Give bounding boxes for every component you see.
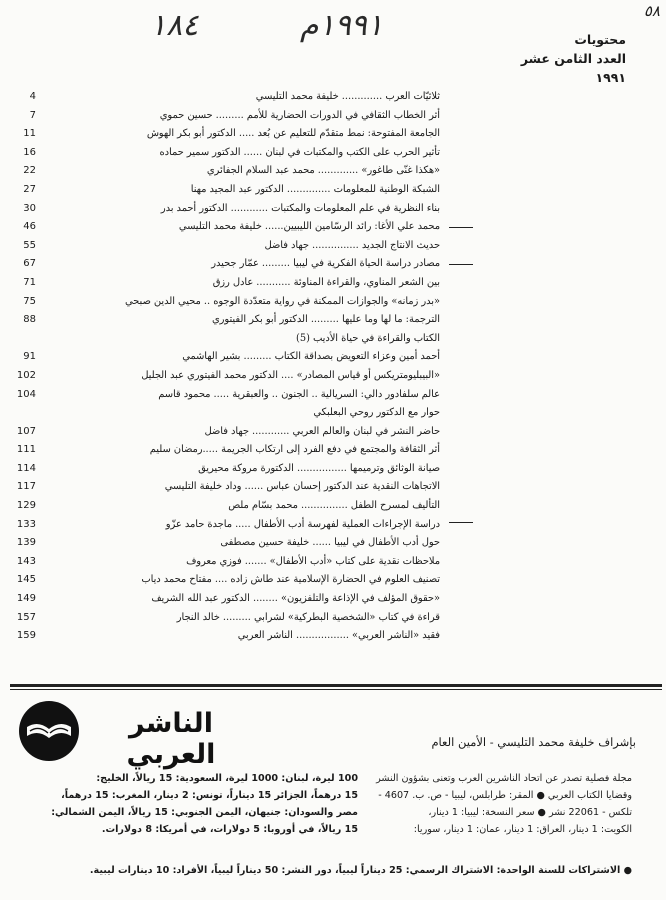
toc-title-author: بين الشعر المناوي، والقراءة المناوئة ........... عادل رزق [212, 276, 440, 288]
toc-title-author: الكتاب والقراءة في حياة الأديب (5) [296, 332, 440, 344]
toc-entry [0, 330, 440, 349]
table-of-contents [0, 88, 440, 646]
toc-page-number: 104 [16, 388, 36, 400]
toc-entry [0, 478, 440, 497]
toc-entry [0, 125, 440, 144]
corner-page-number: ٥٨ [643, 2, 660, 20]
toc-page-number: 67 [23, 258, 36, 270]
toc-page-number: 11 [23, 128, 36, 140]
toc-title-author: دراسة الإجراءات العملية لفهرسة أدب الأطفال ..... ماجدة حامد عزّو [165, 518, 440, 530]
toc-page-number: 133 [16, 518, 36, 530]
margin-tick [449, 522, 473, 523]
toc-entry [0, 367, 440, 386]
toc-page-number: 16 [23, 146, 36, 158]
toc-entry [0, 460, 440, 479]
toc-entry [0, 553, 440, 572]
margin-tick [449, 264, 473, 265]
toc-page-number: 22 [23, 165, 36, 177]
toc-entry [0, 423, 440, 442]
top-rule [10, 684, 662, 687]
toc-title-author: أثر الخطاب الثقافي في الدورات الحضارية للأمم ......... حسين حموي [159, 109, 440, 121]
toc-page-number: 91 [23, 351, 36, 363]
toc-page-number: 30 [23, 202, 36, 214]
toc-page-number: 88 [23, 314, 36, 326]
issue-number: العدد الثامن عشر [520, 51, 626, 66]
toc-page-number: 4 [29, 91, 36, 102]
toc-title-author: تصنيف العلوم في الحضارة الإسلامية عند طاش زاده .... مفتاح محمد دياب [141, 574, 440, 586]
publication-info [352, 770, 632, 838]
toc-page-number: 46 [23, 221, 36, 233]
toc-title-author: الاتجاهات النقدية عند الدكتور إحسان عباس ...... وداد خليفة التليسي [164, 481, 440, 493]
toc-title-author: أحمد أمين وعزاء التعويض بصداقة الكتاب ......... بشير الهاشمي [182, 351, 440, 363]
toc-entry [0, 218, 440, 237]
subscription-info: ● الاشتراكات للسنة الواحدة: الاشتراك الرسمي: 25 ديناراً ليبياً، دور النشر: 50 ديناراً ليبياً، الأفراد: 10 دينارات ليبية. [89, 865, 632, 876]
price-line: 100 ليرة، لبنان: 1000 ليرة، السعودية: 15 ريالاً، الخليج: [96, 773, 358, 784]
price-info [28, 770, 358, 838]
toc-page-number: 27 [23, 183, 36, 195]
toc-title-author: الجامعة المفتوحة: نمط متقدّم للتعليم عن بُعد ..... الدكتور أبو بكر الهوش [146, 128, 440, 140]
toc-title-author: أثر الثقافة والمجتمع في دفع الفرد إلى ارتكاب الجريمة .....رمضان سليم [149, 444, 440, 456]
toc-entry [0, 162, 440, 181]
toc-entry [0, 274, 440, 293]
contents-title: محتويات [574, 32, 626, 47]
brand-name: الناشر العربي [126, 708, 216, 770]
toc-entry [0, 534, 440, 553]
info-line: وقضايا الكتاب العربي ● المقر: طرابلس، ليبيا - ص. ب. 4607 - [378, 790, 632, 801]
toc-page-number: 111 [16, 444, 36, 456]
toc-title-author: الشبكة الوطنية للمعلومات .............. الدكتور عبد المجيد مهنا [190, 183, 440, 195]
toc-page-number: 107 [16, 425, 36, 437]
toc-title-author: حاضر النشر في لبنان والعالم العربي ............ جهاد فاضل [204, 425, 440, 437]
price-line: مصر والسودان: جنيهان، اليمن الجنوبي: 15 ريالاً، اليمن الشمالي: [51, 807, 358, 818]
toc-page-number: 75 [23, 295, 36, 307]
contents-header [486, 30, 626, 87]
toc-title-author: مصادر دراسة الحياة الفكرية في ليبيا ......... عمّار جحيدر [211, 258, 440, 270]
toc-entry [0, 200, 440, 219]
top-rule-thin [10, 689, 662, 690]
toc-entry [0, 441, 440, 460]
price-line: 15 ريالاً، في أوروبا: 5 دولارات، في أمريكا: 8 دولارات. [101, 824, 358, 835]
toc-title-author: حديث الانتاج الجديد ............... جهاد فاضل [264, 239, 440, 251]
toc-title-author: تأثير الحرب على الكتب والمكتبات في لبنان ...... الدكتور سمير حماده [159, 146, 440, 158]
toc-entry [0, 181, 440, 200]
info-line: تلكس - 22061 نشر ● سعر النسخة: ليبيا: 1 دينار، [428, 807, 632, 818]
toc-entry [0, 609, 440, 628]
toc-entry [0, 386, 440, 405]
toc-page-number: 55 [23, 239, 36, 251]
toc-title-author: عالم سلفادور دالي: السريالية .. الجنون .. والعبقرية ..... محمود قاسم [158, 388, 440, 400]
handwritten-year: ١٩٩١م [300, 8, 384, 43]
toc-entry [0, 571, 440, 590]
toc-title-author: ملاحظات نقدية على كتاب «أدب الأطفال» ....... فوزي معروف [186, 555, 440, 567]
toc-title-author: ثلاثيّات العرب ............. خليفة محمد التليسي [255, 91, 440, 102]
toc-title-author: «بدر زمانه» والجوازات الممكنة في رواية متعدّدة الوجوه .. محيي الدين صبحي [125, 295, 440, 307]
info-line: مجلة فصلية تصدر عن اتحاد الناشرين العرب وتعنى بشؤون النشر [376, 773, 632, 784]
toc-entry [0, 516, 440, 535]
toc-title-author: التأليف لمسرح الطفل ............... محمد بسّام ملص [228, 500, 440, 512]
toc-entry [0, 88, 440, 107]
open-book-logo-icon [18, 700, 80, 762]
toc-page-number: 139 [16, 537, 36, 549]
toc-page-number: 7 [29, 109, 36, 121]
supervision-line: بإشراف خليفة محمد التليسي - الأمين العام [431, 735, 636, 749]
toc-entry [0, 497, 440, 516]
toc-title-author: حوار مع الدكتور روحي البعلبكي [313, 407, 440, 419]
toc-page-number: 102 [16, 369, 36, 381]
toc-title-author: بناء النظرية في علم المعلومات والمكتبات ............ الدكتور أحمد بدر [160, 202, 440, 214]
toc-entry [0, 237, 440, 256]
toc-entry [0, 404, 440, 423]
toc-entry [0, 107, 440, 126]
toc-title-author: صيانة الوثائق وترميمها ................ الدكتورة مروكة محيريق [198, 462, 440, 474]
toc-title-author: محمد علي الأغا: رائد الرسّامين الليبيين...... خليفة محمد التليسي [178, 221, 440, 233]
toc-title-author: حول أدب الأطفال في ليبيا ...... خليفة حسين مصطفى [220, 537, 440, 549]
toc-page-number: 157 [16, 611, 36, 623]
toc-entry [0, 311, 440, 330]
toc-page-number: 117 [16, 481, 36, 493]
toc-page-number: 129 [16, 500, 36, 512]
toc-title-author: فقيد «الناشر العربي» ................. الناشر العربي [237, 630, 440, 642]
toc-entry [0, 590, 440, 609]
toc-entry [0, 348, 440, 367]
handwritten-number: ١٨٤ [150, 8, 199, 43]
toc-page-number: 143 [16, 555, 36, 567]
toc-entry [0, 255, 440, 274]
toc-title-author: «البيبليومتريكس أو قياس المصادر» .... الدكتور محمد الفيتوري عبد الجليل [141, 369, 440, 381]
toc-entry [0, 293, 440, 312]
toc-page-number: 114 [16, 462, 36, 474]
margin-tick [449, 227, 473, 228]
issue-year: ١٩٩١ [595, 70, 626, 85]
toc-title-author: «حقوق المؤلف في الإذاعة والتلفزيون» ........ الدكتور عبد الله الشريف [151, 593, 440, 605]
toc-page-number: 71 [23, 276, 36, 288]
info-line: الكويت: 1 دينار، العراق: 1 دينار، عمان: 1 دينار، سوريا: [413, 824, 632, 835]
toc-entry [0, 627, 440, 646]
toc-title-author: الترجمة: ما لها وما عليها ......... الدكتور أبو بكر الفيتوري [212, 314, 440, 326]
toc-entry [0, 144, 440, 163]
toc-page-number: 149 [16, 593, 36, 605]
toc-title-author: قراءة في كتاب «الشخصية البطركية» لشرابي ......... خالد النجار [176, 611, 440, 623]
toc-page-number: 145 [16, 574, 36, 586]
toc-title-author: «هكذا غنّى طاغور» ............. محمد عبد السلام الجفائري [206, 165, 440, 177]
toc-page-number: 159 [16, 630, 36, 642]
price-line: 15 درهماً، الجزائر 15 ديناراً، تونس: 2 دينار، المغرب: 15 درهماً، [61, 790, 358, 801]
